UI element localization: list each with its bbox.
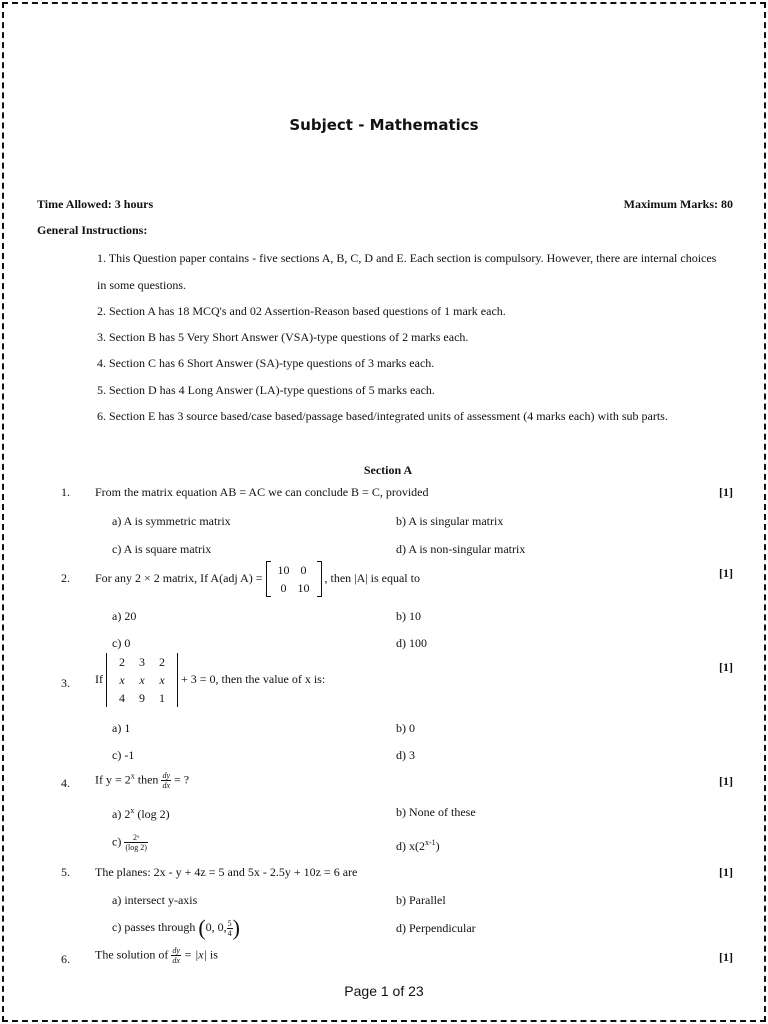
- option-label: c) passes through: [112, 919, 196, 934]
- question-equation: = |x|: [180, 947, 207, 962]
- option-d: d) A is non-singular matrix: [396, 542, 526, 556]
- question-text: [95, 771, 189, 790]
- option-label: a): [112, 807, 122, 821]
- option-a: a) intersect y-axis: [112, 893, 198, 907]
- question-equation: + 3 = 0: [181, 671, 216, 686]
- option-b: b) None of these: [396, 805, 476, 819]
- question-text-post: , then the value of x is:: [215, 671, 326, 686]
- page-footer: Page 1 of 23: [344, 983, 424, 999]
- option-c: c) 0: [112, 636, 131, 650]
- option-d: d) 3: [396, 748, 415, 762]
- option-tail: (log 2): [134, 807, 170, 821]
- option-d: d) Perpendicular: [396, 921, 476, 935]
- matrix-cell: 0: [300, 563, 307, 577]
- question-text-pre: The solution of: [95, 947, 169, 962]
- point-coords: 0, 0,: [205, 919, 227, 934]
- question-text: [95, 946, 218, 965]
- question-number: 3.: [61, 676, 70, 690]
- option-d: d) 100: [396, 636, 427, 650]
- paren-open: (: [198, 915, 206, 940]
- option-b: b) 10: [396, 609, 421, 623]
- fraction-numerator: 2ˣ: [124, 833, 148, 843]
- question-number: 6.: [61, 952, 70, 966]
- fraction-numerator: dy: [172, 946, 180, 955]
- det-cell: x: [119, 673, 125, 687]
- option-d: [396, 838, 440, 854]
- matrix-cell: 10: [277, 563, 290, 577]
- question-number: 2.: [61, 571, 70, 585]
- question-text-post: = ?: [171, 772, 190, 787]
- option-exponent: x: [130, 806, 135, 815]
- option-c: [112, 833, 148, 852]
- option-label: c): [112, 834, 122, 849]
- fraction-denominator: dx: [172, 956, 180, 965]
- option-a: a) A is symmetric matrix: [112, 514, 231, 528]
- derivative-fraction: [161, 771, 171, 790]
- instruction-item: 2. Section A has 18 MCQ's and 02 Assertion-Reason based questions of 1 mark each.: [97, 304, 506, 318]
- question-text: [95, 653, 325, 707]
- question-text-post: , then |A| is equal to: [324, 570, 420, 585]
- question-text-post: is: [206, 947, 218, 962]
- det-cell: 9: [139, 691, 145, 705]
- question-mark: [1]: [719, 865, 733, 879]
- det-cell: 3: [139, 655, 145, 669]
- det-cell: x: [139, 673, 145, 687]
- matrix: [266, 561, 322, 597]
- det-cell: 2: [119, 655, 125, 669]
- question-number: 1.: [61, 485, 70, 499]
- instruction-item: 5. Section D has 4 Long Answer (LA)-type questions of 5 marks each.: [97, 383, 435, 397]
- option-fraction: [124, 833, 148, 852]
- question-mark: [1]: [719, 950, 733, 964]
- page-title: Subject - Mathematics: [289, 116, 479, 134]
- question-exponent: x: [130, 771, 135, 781]
- option-exponent: x-1: [425, 838, 436, 847]
- fraction-numerator: dy: [162, 771, 170, 780]
- option-a: [112, 806, 170, 822]
- option-b: b) 0: [396, 721, 415, 735]
- instruction-item: 6. Section E has 3 source based/case based/passage based/integrated units of assessment (4 marks each) with sub parts.: [97, 409, 668, 423]
- paren-close: ): [232, 915, 240, 940]
- option-a: a) 1: [112, 721, 131, 735]
- option-tail: ): [435, 839, 440, 853]
- determinant: [106, 653, 178, 707]
- question-mark: [1]: [719, 660, 733, 674]
- time-allowed: Time Allowed: 3 hours: [37, 197, 154, 211]
- matrix-cell: 0: [280, 581, 287, 595]
- det-cell: 1: [159, 691, 165, 705]
- option-c: c) A is square matrix: [112, 542, 212, 556]
- option-label: d): [396, 839, 406, 853]
- option-a: a) 20: [112, 609, 137, 623]
- instruction-item: 3. Section B has 5 Very Short Answer (VSA)-type questions of 2 marks each.: [97, 330, 469, 344]
- det-cell: 2: [159, 655, 165, 669]
- question-mark: [1]: [719, 566, 733, 580]
- question-text: [95, 561, 420, 597]
- fraction-denominator: (log 2): [125, 843, 147, 852]
- question-text-pre: If y = 2: [95, 772, 131, 787]
- option-b: b) Parallel: [396, 893, 446, 907]
- question-text-pre: For any 2 × 2 matrix, If A(adj A) =: [95, 570, 263, 585]
- maximum-marks: Maximum Marks: 80: [623, 197, 733, 211]
- option-b: b) A is singular matrix: [396, 514, 504, 528]
- question-mark: [1]: [719, 774, 733, 788]
- question-text: From the matrix equation AB = AC we can conclude B = C, provided: [95, 485, 429, 499]
- fraction-denominator: dx: [162, 781, 170, 790]
- option-value: 2: [124, 807, 131, 821]
- det-cell: x: [159, 673, 165, 687]
- option-value: x(2: [409, 839, 425, 853]
- question-number: 5.: [61, 865, 70, 879]
- fraction-denominator: 4: [227, 928, 232, 938]
- question-number: 4.: [61, 776, 70, 790]
- derivative-fraction: [171, 946, 181, 965]
- section-heading: Section A: [363, 463, 413, 477]
- instruction-item: 1. This Question paper contains - five sections A, B, C, D and E. Each section is compulsory. However, there are internal choices in some questions.: [97, 251, 717, 292]
- question-mark: [1]: [719, 485, 733, 499]
- instruction-item: 4. Section C has 6 Short Answer (SA)-type questions of 3 marks each.: [97, 356, 435, 370]
- fraction-numerator: 5: [227, 918, 232, 928]
- question-text-mid: then: [134, 772, 162, 787]
- option-c: [112, 915, 240, 941]
- general-instructions-heading: General Instructions:: [37, 223, 148, 237]
- matrix-cell: 10: [297, 581, 310, 595]
- option-c: c) -1: [112, 748, 135, 762]
- question-text: The planes: 2x - y + 4z = 5 and 5x - 2.5y + 10z = 6 are: [95, 865, 358, 879]
- question-text-pre: If: [95, 671, 103, 686]
- det-cell: 4: [119, 691, 125, 705]
